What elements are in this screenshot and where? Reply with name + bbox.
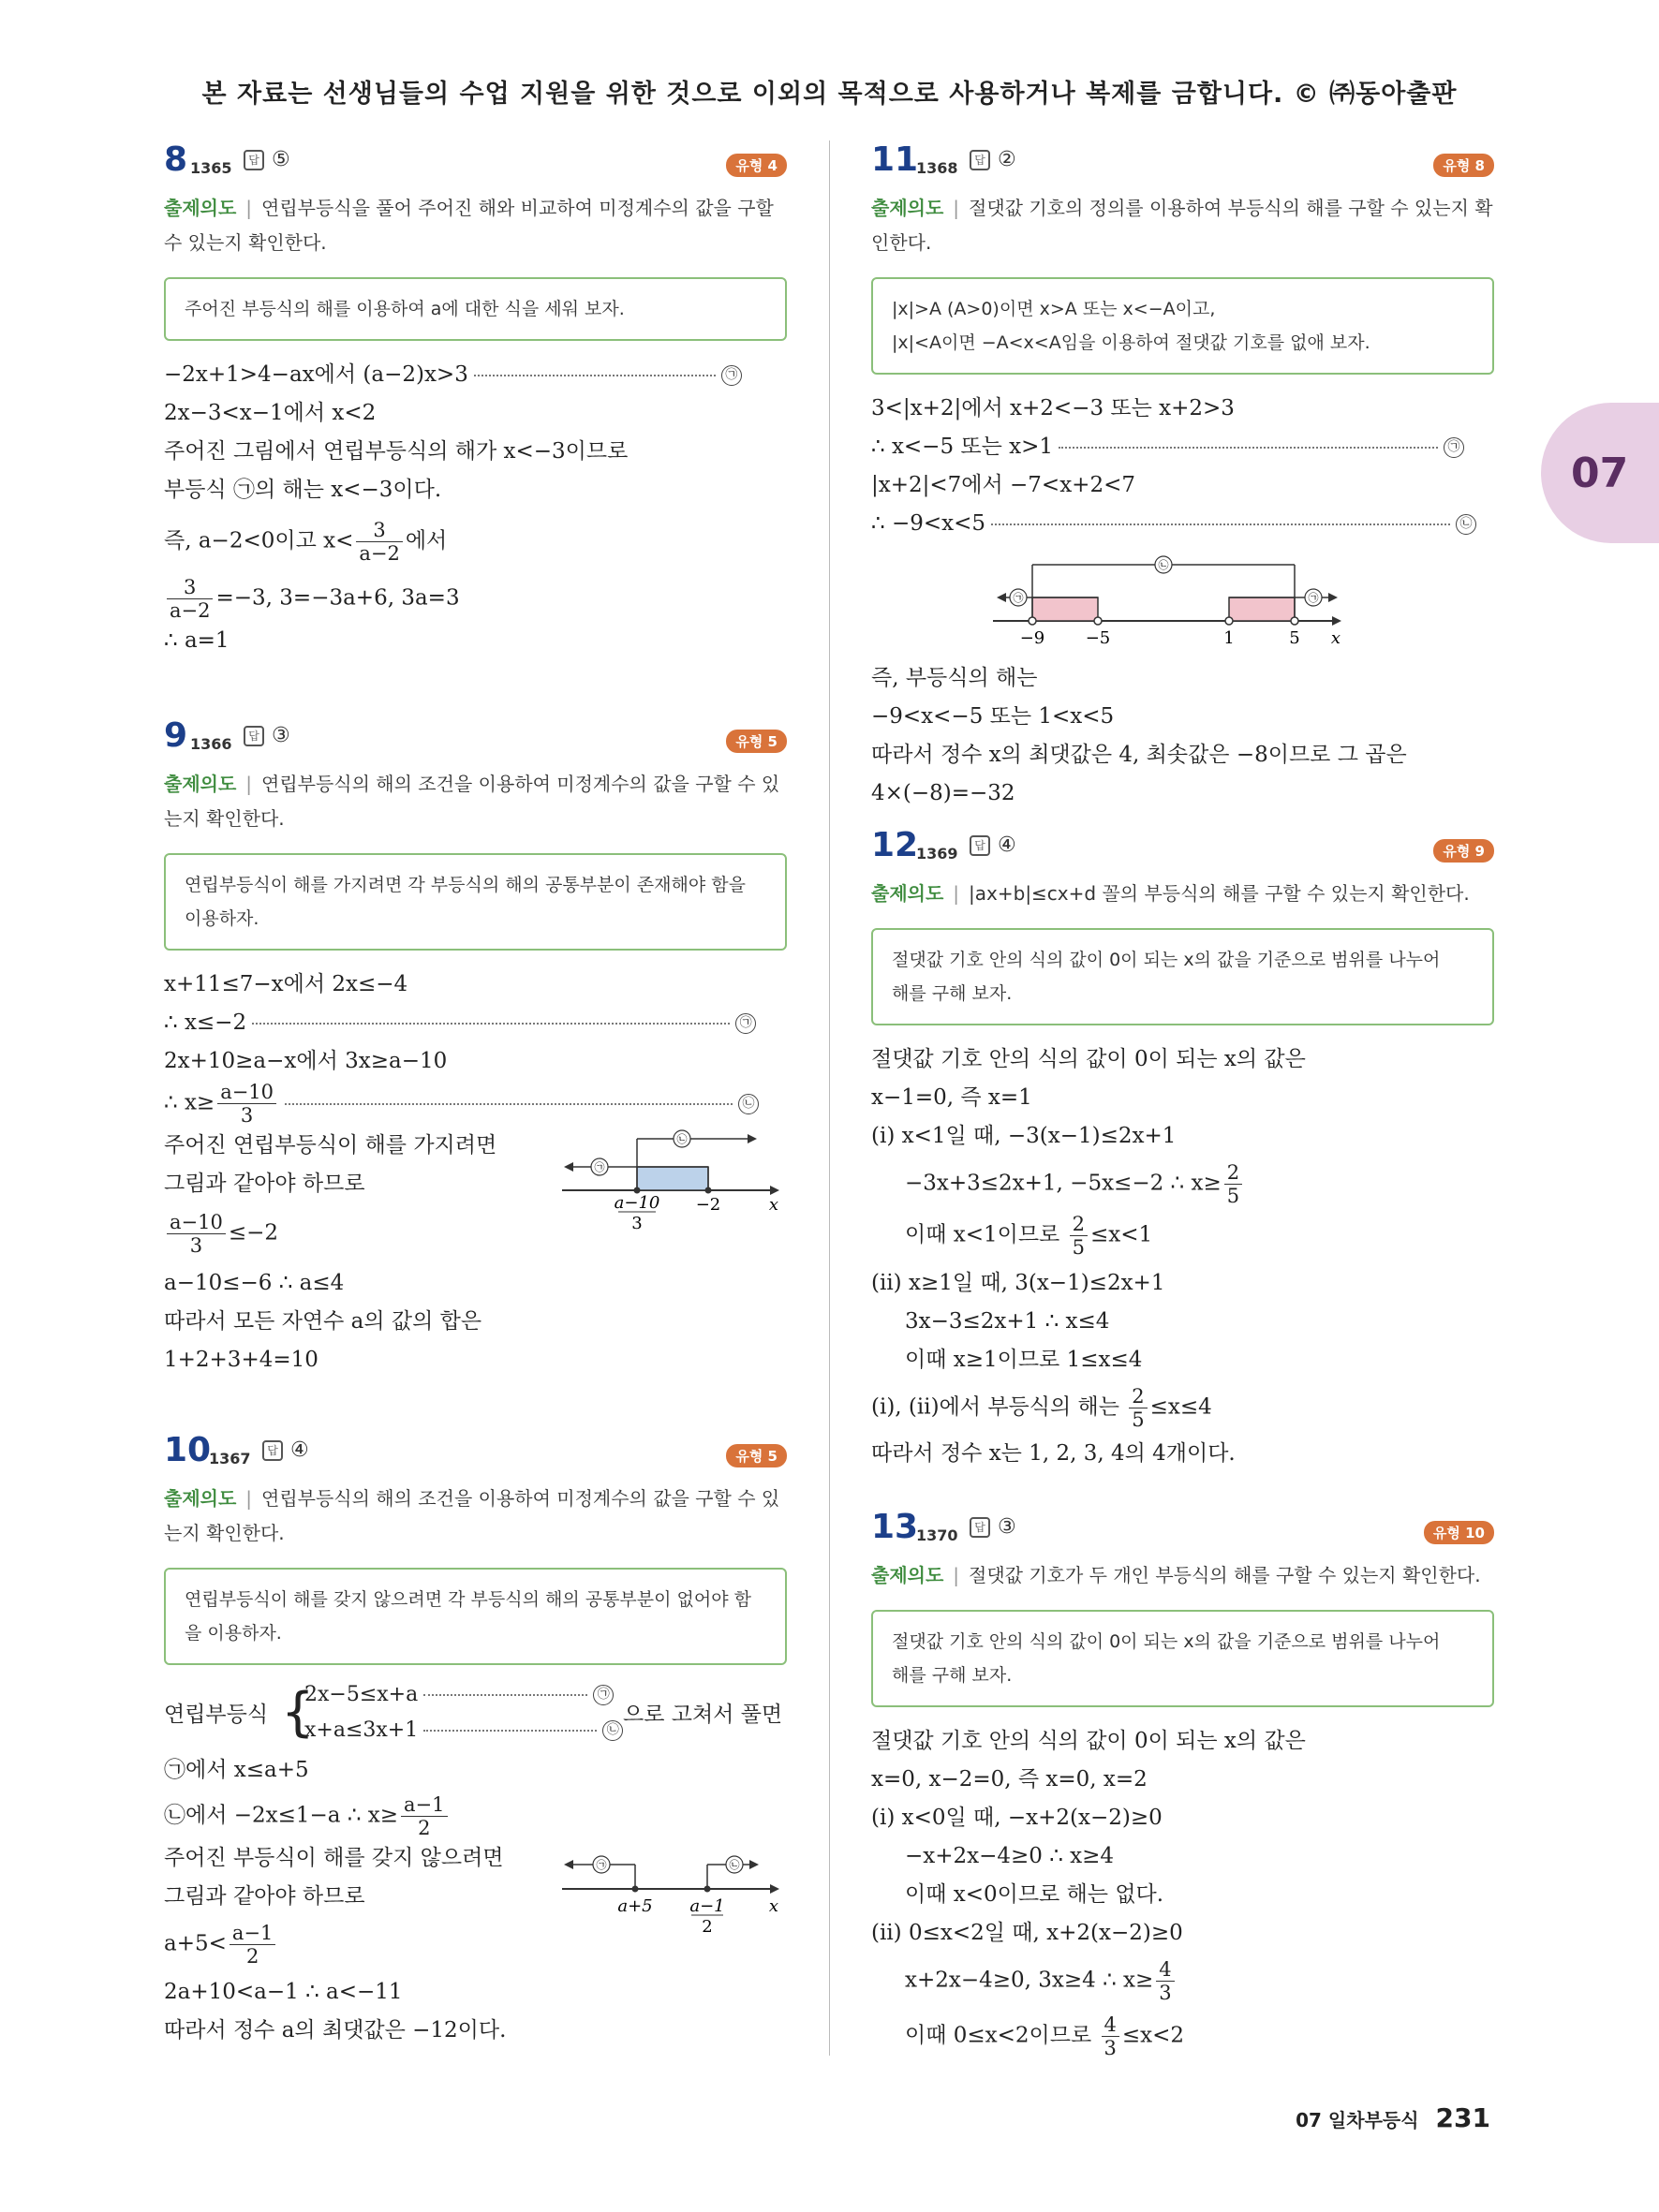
copyright-notice: 본 자료는 선생님들의 수업 지원을 위한 것으로 이외의 목적으로 사용하거나 복제를 금합니다. © ㈜동아출판	[201, 80, 1458, 109]
solution-line: 그림과 같아야 하므로	[164, 1884, 365, 1909]
intent-text: |ax+b|≤cx+d 꼴의 부등식의 해를 구할 수 있는지 확인한다.	[969, 882, 1470, 905]
problem-number: 8	[164, 140, 188, 179]
hint-box	[164, 853, 787, 951]
chapter-title: 07 일차부등식	[1296, 2109, 1419, 2131]
axis-label: x	[1330, 628, 1341, 648]
solution-line	[871, 1958, 1494, 2004]
open-point	[1291, 617, 1298, 625]
problem-id: 1370	[916, 1526, 958, 1544]
denominator: 5	[1226, 1185, 1240, 1207]
ray-1-arrow	[564, 1162, 573, 1172]
intent-text-1: 연립부등식을 풀어 주어진 해와 비교하여 미정계수의 값을 구할	[261, 197, 774, 219]
mark-label: ㉡	[1158, 559, 1169, 571]
solution-line: 절댓값 기호 안의 식의 값이 0이 되는 x의 값은	[871, 1047, 1306, 1071]
point-left	[632, 1886, 639, 1893]
fraction	[217, 1081, 276, 1127]
solution-line	[871, 428, 1494, 466]
solution-line: 2a+10<a−1 ∴ a<−11	[164, 1980, 403, 2004]
problem-number: 11	[871, 140, 919, 179]
solution-line: 4×(−8)=−32	[871, 781, 1015, 805]
fraction	[1070, 1213, 1088, 1259]
leader-dots	[474, 375, 716, 376]
solution-text: x+2x−4≥0, 3x≥4 ∴ x≥	[905, 1968, 1154, 1993]
intent-text-1: 연립부등식의 해의 조건을 이용하여 미정계수의 값을 구할 수 있	[261, 1487, 780, 1510]
hint-text-1: 절댓값 기호 안의 식의 값이 0이 되는 x의 값을 기준으로 범위를 나누어	[892, 1631, 1441, 1652]
type-badge: 유형 5	[726, 1444, 787, 1467]
solution-text: ∴ x<−5 또는 x>1	[871, 435, 1054, 459]
hint-box	[164, 277, 787, 341]
fraction	[230, 1922, 275, 1968]
solution-line: (ⅱ) x≥1일 때, 3(x−1)≤2x+1	[871, 1271, 1165, 1295]
solution-line: ∴ a=1	[164, 628, 230, 653]
system-line	[164, 1680, 787, 1751]
solution-line: 부등식 ㉠의 해는 x<−3이다.	[164, 478, 442, 502]
mark-label: ㉠	[1308, 592, 1319, 604]
solution-text: ≤x<1	[1089, 1222, 1153, 1247]
problem-number: 13	[871, 1508, 919, 1546]
leader-dots	[991, 524, 1450, 525]
problem-header	[871, 826, 1494, 869]
solution-line: (ⅰ) x<0일 때, −x+2(x−2)≥0	[871, 1806, 1163, 1830]
denominator: 5	[1132, 1408, 1145, 1431]
denominator: 5	[1072, 1236, 1085, 1259]
fraction	[1102, 2013, 1119, 2059]
answer-value: ②	[998, 148, 1016, 171]
hint-text-1: 연립부등식이 해를 갖지 않으려면 각 부등식의 해의 공통부분이 없어야 함	[185, 1589, 751, 1610]
type-badge: 유형 4	[726, 154, 787, 177]
solution-line: ㉠에서 x≤a+5	[164, 1758, 309, 1782]
hint-text: 주어진 부등식의 해를 이용하여 a에 대한 식을 세워 보자.	[185, 299, 625, 319]
solution-region-right	[1229, 597, 1295, 621]
numerator: a−1	[401, 1793, 447, 1817]
solution-line: −9<x<−5 또는 1<x<5	[871, 704, 1115, 729]
tick-label: a+5	[617, 1896, 653, 1916]
intent-text-2: 인한다.	[871, 231, 932, 254]
numerator: a−1	[230, 1922, 275, 1945]
solution-line: 2x−3<x−1에서 x<2	[164, 401, 377, 425]
mark-circle: ㉡	[602, 1720, 623, 1741]
answer-icon: 답	[970, 150, 990, 170]
intent-label: 출제의도	[164, 197, 237, 219]
answer-value: ④	[998, 833, 1016, 857]
leader-dots	[423, 1694, 587, 1696]
solution	[871, 390, 1494, 813]
problem-number: 9	[164, 716, 188, 755]
number-line-figure	[562, 1844, 787, 1947]
solution-line	[871, 505, 1494, 543]
tick-label-num: a−1	[689, 1896, 725, 1916]
solution-line	[871, 1213, 1494, 1259]
solution-line: (ⅰ) x<1일 때, −3(x−1)≤2x+1	[871, 1124, 1177, 1148]
denominator: 3	[1159, 1982, 1172, 2004]
equation-text: x+a≤3x+1	[304, 1718, 419, 1742]
hint-text-1: |x|>A (A>0)이면 x>A 또는 x<−A이고,	[892, 299, 1216, 319]
solution-text: ≤x<2	[1121, 2023, 1185, 2048]
intent-bar: |	[953, 882, 960, 905]
axis-arrow	[1332, 616, 1341, 626]
intent-label: 출제의도	[164, 1487, 237, 1510]
solution-text: −3x+3≤2x+1, −5x≤−2 ∴ x≥	[905, 1171, 1222, 1196]
tick-label: −2	[695, 1195, 721, 1215]
intent	[164, 1482, 787, 1551]
solution-line: 3<|x+2|에서 x+2<−3 또는 x+2>3	[871, 396, 1235, 420]
mark-label: ㉠	[594, 1161, 605, 1173]
hint-text-2: 해를 구해 보자.	[892, 983, 1013, 1004]
answer-icon: 답	[970, 1517, 990, 1538]
denominator: 3	[1104, 2037, 1117, 2059]
hint-box	[871, 928, 1494, 1025]
mark-circle: ㉠	[1444, 437, 1464, 458]
solution-line: 주어진 부등식이 해를 갖지 않으려면	[164, 1846, 504, 1870]
mark-circle: ㉡	[738, 1094, 759, 1114]
problem-number: 12	[871, 826, 919, 864]
solution-line: 즉, 부등식의 해는	[871, 666, 1038, 690]
fraction	[167, 1211, 226, 1257]
fraction	[401, 1793, 447, 1839]
solution-line: −x+2x−4≥0 ∴ x≥4	[905, 1844, 1115, 1868]
fraction	[167, 576, 213, 622]
intent	[164, 191, 787, 260]
problem-id: 1368	[916, 159, 958, 177]
intent-text-2: 는지 확인한다.	[164, 807, 285, 830]
fraction	[1129, 1385, 1147, 1431]
intent	[871, 877, 1494, 911]
problem-header	[164, 716, 787, 759]
intent-bar: |	[245, 1487, 253, 1510]
solution-text: ∴ x≥	[164, 1090, 215, 1115]
answer-icon: 답	[244, 726, 264, 746]
solution	[164, 1680, 787, 2050]
problem-8	[164, 140, 787, 660]
mark-circle: ㉡	[1456, 514, 1476, 535]
fraction	[356, 519, 402, 565]
solution-text: ≤−2	[228, 1220, 279, 1246]
intent-text-2: 는지 확인한다.	[164, 1522, 285, 1544]
solution-text: 이때 x<1이므로	[905, 1222, 1067, 1247]
numerator: 3	[356, 519, 402, 542]
fraction	[1156, 1958, 1174, 2004]
type-badge: 유형 9	[1433, 839, 1494, 863]
type-badge: 유형 10	[1424, 1521, 1494, 1544]
solution-line: 따라서 정수 a의 최댓값은 −12이다.	[164, 2018, 507, 2042]
solution-text: 즉, a−2<0이고 x<	[164, 528, 354, 553]
intent	[164, 767, 787, 836]
overlap-region	[637, 1167, 708, 1190]
solution-line: 절댓값 기호 안의 식의 값이 0이 되는 x의 값은	[871, 1729, 1306, 1753]
solution-text: 에서	[405, 528, 448, 553]
axis-arrow	[770, 1884, 779, 1894]
solution-text: ㉡에서 −2x≤1−a ∴ x≥	[164, 1803, 399, 1828]
axis-arrow	[770, 1186, 779, 1195]
hint-box	[164, 1568, 787, 1665]
denominator: a−2	[359, 542, 400, 565]
problem-id: 1365	[190, 159, 232, 177]
solution-line	[164, 576, 787, 622]
solution-line: 따라서 정수 x는 1, 2, 3, 4의 4개이다.	[871, 1441, 1236, 1466]
problem-header	[164, 1431, 787, 1474]
mark-label: ㉠	[1013, 592, 1024, 604]
intent-text-2: 수 있는지 확인한다.	[164, 231, 327, 254]
equation-text: 2x−5≤x+a	[304, 1683, 419, 1706]
problem-header	[871, 140, 1494, 184]
solution-line	[164, 1081, 787, 1127]
solution-line: 주어진 그림에서 연립부등식의 해가 x<−3이므로	[164, 439, 629, 464]
fraction	[1224, 1161, 1242, 1207]
denominator: 3	[189, 1234, 203, 1257]
open-point	[1029, 617, 1036, 625]
ray-right-arrow	[1328, 593, 1338, 602]
hint-text-2: |x|<A이면 −A<x<A임을 이용하여 절댓값 기호를 없애 보자.	[892, 332, 1370, 353]
solution-line: 이때 x≥1이므로 1≤x≤4	[905, 1348, 1143, 1372]
intent-label: 출제의도	[871, 197, 944, 219]
solution-line	[871, 1385, 1494, 1431]
tick-label: 1	[1223, 628, 1235, 648]
intent-bar: |	[245, 773, 253, 795]
solution-line: x=0, x−2=0, 즉 x=0, x=2	[871, 1767, 1148, 1792]
solution-text: 이때 0≤x<2이므로	[905, 2023, 1099, 2048]
leader-dots	[423, 1730, 597, 1732]
solution-line: 따라서 정수 x의 최댓값은 4, 최솟값은 −8이므로 그 곱은	[871, 743, 1407, 767]
intent-bar: |	[245, 197, 253, 219]
numerator: a−10	[217, 1081, 276, 1104]
solution-text: ≤x≤4	[1149, 1394, 1212, 1420]
solution-line: 1+2+3+4=10	[164, 1348, 318, 1372]
ray-2-arrow	[748, 1134, 757, 1143]
solution	[871, 1040, 1494, 1473]
hint-box	[871, 1610, 1494, 1707]
axis-label: x	[768, 1896, 779, 1916]
solution-line	[164, 519, 787, 565]
solution-line: x−1=0, 즉 x=1	[871, 1085, 1032, 1110]
numerator: 2	[1224, 1161, 1242, 1185]
hint-text-1: 연립부등식이 해를 가지려면 각 부등식의 해의 공통부분이 존재해야 함을	[185, 875, 746, 895]
point-right	[705, 1187, 712, 1194]
leader-dots	[252, 1023, 730, 1025]
intent-bar: |	[953, 197, 960, 219]
system-label: 연립부등식	[164, 1703, 269, 1727]
solution-text: =−3, 3=−3a+6, 3a=3	[215, 585, 460, 611]
intent-text: 절댓값 기호가 두 개인 부등식의 해를 구할 수 있는지 확인한다.	[969, 1564, 1481, 1586]
ray-left-arrow	[997, 593, 1006, 602]
problem-12	[871, 826, 1494, 1473]
numerator: 2	[1070, 1213, 1088, 1236]
intent-text-1: 연립부등식의 해의 조건을 이용하여 미정계수의 값을 구할 수 있	[261, 773, 780, 795]
numerator: a−10	[167, 1211, 226, 1234]
number-line-figure	[562, 1129, 787, 1232]
answer-icon: 답	[244, 150, 264, 170]
solution-text: a+5<	[164, 1931, 227, 1956]
answer-value: ④	[290, 1438, 309, 1462]
solution-line	[164, 356, 787, 394]
solution-line: 따라서 모든 자연수 a의 값의 합은	[164, 1309, 482, 1334]
mark-circle: ㉠	[593, 1685, 614, 1705]
system-post: 으로 고쳐서 풀면	[623, 1703, 783, 1727]
chapter-tab	[1541, 403, 1659, 543]
solution-text: ∴ −9<x<5	[871, 511, 985, 536]
solution-line	[164, 1793, 787, 1839]
tick-label-den: 3	[631, 1214, 643, 1232]
numerator: 4	[1102, 2013, 1119, 2037]
solution	[164, 966, 787, 1379]
solution-line: 주어진 연립부등식이 해를 가지려면	[164, 1133, 497, 1158]
tick-label: −5	[1085, 628, 1111, 648]
solution-text: ∴ x≤−2	[164, 1010, 247, 1035]
hint-text-1: 절댓값 기호 안의 식의 값이 0이 되는 x의 값을 기준으로 범위를 나누어	[892, 950, 1441, 970]
mark-circle: ㉠	[721, 365, 742, 386]
solution-line: 3x−3≤2x+1 ∴ x≤4	[905, 1309, 1110, 1334]
open-point	[1094, 617, 1102, 625]
problem-9	[164, 716, 787, 1379]
mark-label: ㉡	[676, 1133, 688, 1145]
denominator: 2	[418, 1817, 431, 1839]
point-right	[704, 1886, 711, 1893]
intent	[871, 1558, 1494, 1593]
solution-line: (ⅱ) 0≤x<2일 때, x+2(x−2)≥0	[871, 1921, 1183, 1945]
leader-dots	[1059, 447, 1438, 449]
mark-label: ㉡	[729, 1859, 740, 1871]
intent	[871, 191, 1494, 260]
tick-label-num: a−10	[614, 1193, 660, 1213]
answer-icon: 답	[262, 1440, 283, 1461]
solution-line: 이때 x<0이므로 해는 없다.	[905, 1882, 1164, 1907]
tick-label: −9	[1019, 628, 1045, 648]
solution-line: a−10≤−6 ∴ a≤4	[164, 1271, 345, 1295]
problem-13	[871, 1508, 1494, 2059]
page-footer	[1296, 2102, 1490, 2133]
intent-label: 출제의도	[871, 882, 944, 905]
problem-number: 10	[164, 1431, 212, 1469]
solution-line: x+11≤7−x에서 2x≤−4	[164, 972, 408, 996]
intent-label: 출제의도	[871, 1564, 944, 1586]
problem-11	[871, 140, 1494, 813]
problem-header	[871, 1508, 1494, 1551]
intent-label: 출제의도	[164, 773, 237, 795]
problem-id: 1366	[190, 735, 232, 753]
brace: {	[281, 1682, 315, 1743]
solution-text: −2x+1>4−ax에서 (a−2)x>3	[164, 362, 468, 387]
solution-line: 그림과 같아야 하므로	[164, 1172, 365, 1196]
solution-line	[871, 2013, 1494, 2059]
solution-text: (ⅰ), (ⅱ)에서 부등식의 해는	[871, 1394, 1127, 1420]
page-number: 231	[1435, 2102, 1490, 2133]
solution-line	[871, 1161, 1494, 1207]
column-divider	[829, 140, 830, 2056]
tick-label: 5	[1289, 628, 1300, 648]
hint-text-2: 해를 구해 보자.	[892, 1665, 1013, 1686]
hint-text-2: 이용하자.	[185, 908, 259, 929]
leader-dots	[285, 1103, 733, 1105]
solution	[871, 1722, 1494, 2059]
denominator: a−2	[170, 599, 211, 622]
tick-label-den: 2	[702, 1917, 713, 1937]
solution-line: |x+2|<7에서 −7<x+2<7	[871, 473, 1135, 497]
numerator: 3	[167, 576, 213, 599]
intent-bar: |	[953, 1564, 960, 1586]
problem-id: 1369	[916, 845, 958, 863]
ray-2-arrow	[749, 1860, 759, 1869]
numerator: 2	[1129, 1385, 1147, 1408]
answer-value: ③	[998, 1515, 1016, 1539]
problem-id: 1367	[209, 1450, 251, 1467]
type-badge: 유형 5	[726, 730, 787, 753]
axis-label: x	[768, 1195, 779, 1215]
system-eq-1	[304, 1678, 614, 1712]
denominator: 2	[245, 1945, 259, 1968]
denominator: 3	[240, 1104, 254, 1127]
number-line-figure	[993, 551, 1349, 654]
numerator: 4	[1156, 1958, 1174, 1982]
problem-10	[164, 1431, 787, 2050]
answer-icon: 답	[970, 835, 990, 856]
intent-text-1: 절댓값 기호의 정의를 이용하여 부등식의 해를 구할 수 있는지 확	[969, 197, 1493, 219]
open-point	[1225, 617, 1233, 625]
hint-box	[871, 277, 1494, 375]
chapter-tab-label: 07	[1571, 450, 1629, 497]
hint-text-2: 을 이용하자.	[185, 1623, 282, 1644]
system-eq-2	[304, 1714, 623, 1747]
solution-region-left	[1032, 597, 1098, 621]
solution	[164, 356, 787, 660]
answer-value: ⑤	[272, 148, 290, 171]
problem-header	[164, 140, 787, 184]
type-badge: 유형 8	[1433, 154, 1494, 177]
mark-label: ㉠	[596, 1859, 607, 1871]
solution-line	[164, 1004, 787, 1042]
mark-circle: ㉠	[735, 1013, 756, 1034]
answer-value: ③	[272, 724, 290, 747]
solution-line: 2x+10≥a−x에서 3x≥a−10	[164, 1049, 448, 1073]
ray-1-arrow	[564, 1860, 573, 1869]
